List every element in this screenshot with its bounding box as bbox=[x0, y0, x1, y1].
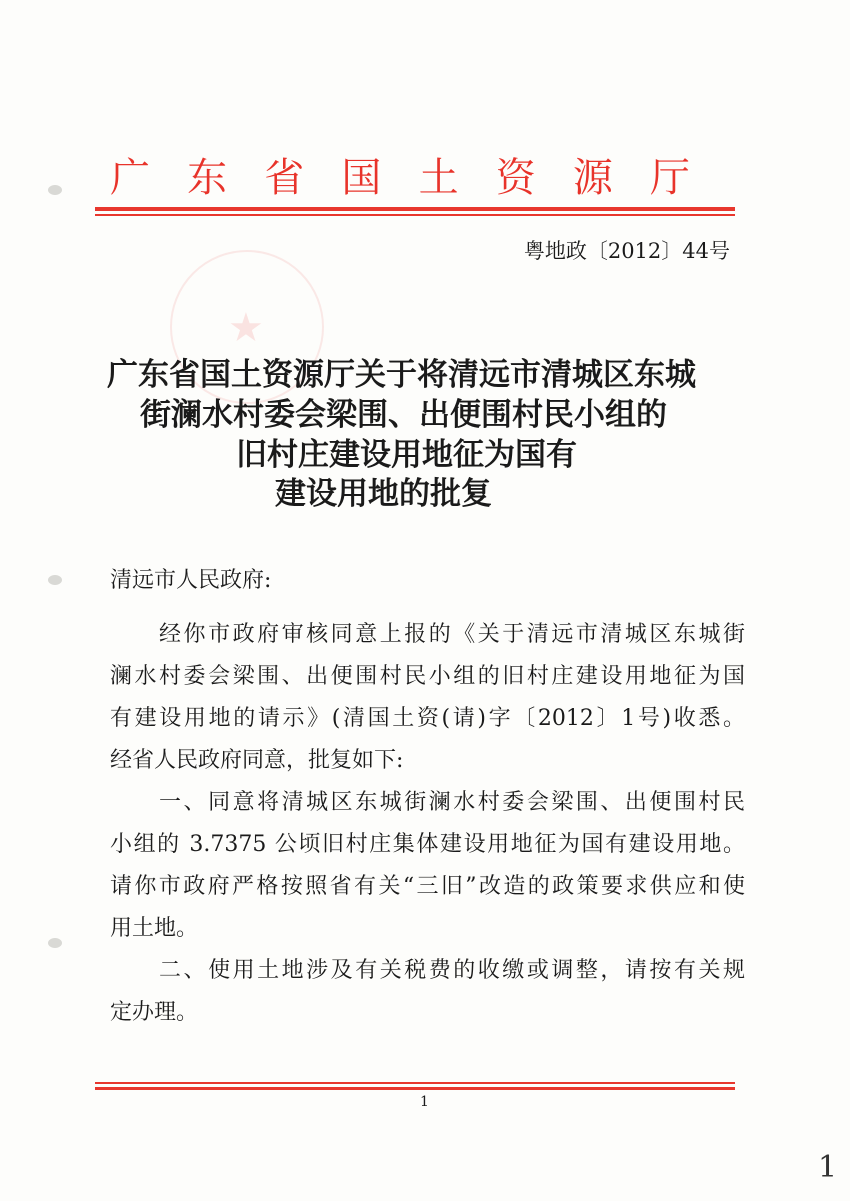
document-title-line: 街澜水村委会梁围、出便围村民小组的 bbox=[140, 397, 667, 433]
corner-page-mark: 1 bbox=[818, 1150, 838, 1185]
header-rule-thin bbox=[95, 214, 735, 216]
org-char: 省 bbox=[264, 155, 305, 201]
body-line: 一、同意将清城区东城街澜水村委会梁围、出便围村民 bbox=[110, 790, 745, 815]
document-title-line: 建设用地的批复 bbox=[275, 476, 492, 512]
org-char: 源 bbox=[572, 155, 613, 201]
org-char: 土 bbox=[418, 155, 459, 201]
salutation: 清远市人民政府: bbox=[110, 568, 272, 593]
body-line: 经你市政府审核同意上报的《关于清远市清城区东城街 bbox=[110, 622, 745, 647]
body-line: 经省人民政府同意，批复如下: bbox=[110, 748, 404, 773]
punch-hole bbox=[48, 185, 62, 195]
issuing-organization-header bbox=[110, 150, 690, 206]
body-line: 澜水村委会梁围、出便围村民小组的旧村庄建设用地征为国 bbox=[110, 664, 745, 689]
org-char: 厅 bbox=[649, 155, 690, 201]
body-line: 有建设用地的请示》(清国土资(请)字〔2012〕1号)收悉。 bbox=[110, 706, 745, 731]
page-number: 1 bbox=[420, 1094, 429, 1110]
body-line: 二、使用土地涉及有关税费的收缴或调整，请按有关规 bbox=[110, 958, 745, 983]
body-line: 定办理。 bbox=[110, 1000, 199, 1025]
seal-star-icon: ★ bbox=[228, 305, 264, 351]
document-title-line: 旧村庄建设用地征为国有 bbox=[236, 437, 577, 473]
org-char: 资 bbox=[495, 155, 536, 201]
punch-hole bbox=[48, 938, 62, 948]
document-number: 粤地政〔2012〕44号 bbox=[523, 239, 730, 263]
org-char: 广 bbox=[110, 155, 150, 201]
body-line: 小组的 3.7375 公顷旧村庄集体建设用地征为国有建设用地。 bbox=[110, 832, 745, 857]
document-title-line: 广东省国土资源厅关于将清远市清城区东城 bbox=[107, 357, 696, 393]
header-rule-thick bbox=[95, 207, 735, 211]
footer-rule-thin bbox=[95, 1082, 735, 1084]
body-line: 用土地。 bbox=[110, 916, 199, 941]
org-char: 国 bbox=[341, 155, 382, 201]
punch-hole bbox=[48, 575, 62, 585]
body-line: 请你市政府严格按照省有关“三旧”改造的政策要求供应和使 bbox=[110, 874, 745, 899]
footer-rule-thick bbox=[95, 1087, 735, 1090]
org-char: 东 bbox=[187, 155, 228, 201]
